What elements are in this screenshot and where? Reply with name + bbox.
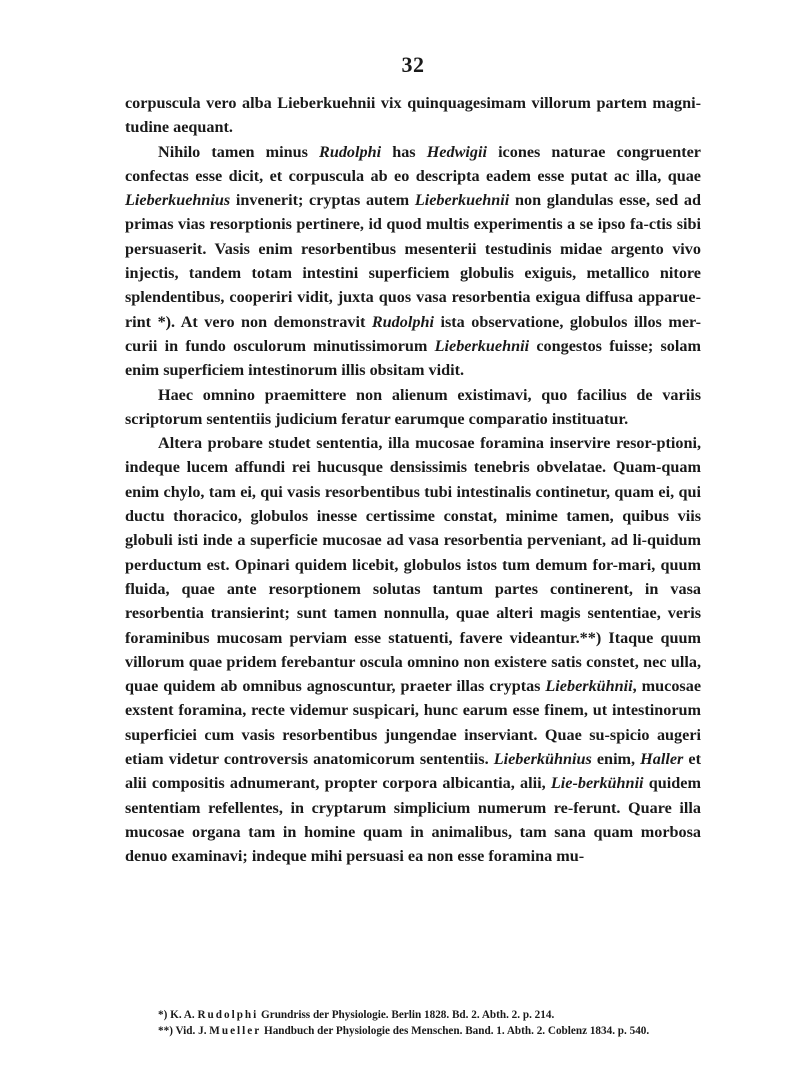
paragraph-4 <box>125 431 701 868</box>
text-run: Grundriss der Physiologie. Berlin 1828. Bd. 2. Abth. 2. p. 214. <box>258 1009 555 1021</box>
paragraph-3 <box>125 383 701 432</box>
page-number: 32 <box>401 52 425 77</box>
text-run: Handbuch der Physiologie des Menschen. Band. 1. Abth. 2. Coblenz 1834. p. 540. <box>261 1024 650 1037</box>
italic-name: Rudolphi <box>371 312 434 331</box>
text-run: Haec omnino praemittere non alienum existimavi, quo facilius de variis scriptorum sententiis judicium feratur earumque comparatio instituatur. <box>125 385 701 428</box>
text-run: Altera probare studet sententia, illa mucosae foramina inservire resor-ptioni, indeque lucem affundi rei hucusque densissimis tenebris obvelatae. Quam-quam enim chylo, tam ei, qui vasis resorbentibus tubi intestinalis continetur, quam ei, qui ductu thoracico, globulos inesse certissime constat, minime tamen, quibus viis globuli isti inde a superficie mucosae ad vasa resorbentia perveniant, ad li-quidum perductum est. Opinari quidem licebit, globulos istos tum demum for-mari, quum fluida, quae ante resorptionem solutas tantum partes continerent, in vasa resorbentia transierint; sunt tamen nonnulla, quae alteri magis sententiae, veris foraminibus mucosam perviam esse statuenti, favere videantur.**) Itaque quum villorum quae pridem ferebantur oscula omnino non existere satis constet, nec ulla, quae quidem ab omnibus agnoscuntur, praeter illas cryptas <box>125 434 701 696</box>
text-run: corpuscula vero alba Lieberkuehnii vix quinquagesimam villorum partem magni-tudine aequant. <box>125 94 701 137</box>
paragraph-1 <box>125 91 701 140</box>
spaced-name: Mueller <box>209 1024 262 1037</box>
text-run: *) K. A. <box>158 1009 198 1021</box>
italic-name: Haller <box>640 750 684 769</box>
italic-name: Lieberkühnius <box>493 750 592 769</box>
text-run: non glandulas esse, sed ad primas vias resorptionis pertinere, id quod multis experimentis a se ipso fa-ctis sibi persuaserit. Vasis enim resorbentibus mesenterii testudinis midae argento vivo injectis, tandem totam intestini superficiem globulis exiguis, metallico nitore splendentibus, cooperiri vidit, juxta quos vasa resorbentia exigua diffusa apparue-rint *). At vero non demonstravit <box>125 191 701 331</box>
text-run: congestos fuisse; solam enim superficiem intestinorum illis obsitam vidit. <box>125 336 701 380</box>
italic-name: Lieberkuehnius <box>125 191 231 210</box>
italic-name: Rudolphi <box>319 142 382 161</box>
footnote-2 <box>125 1024 701 1040</box>
text-run: Nihilo tamen minus <box>158 142 320 161</box>
text-run: , mucosae exstent foramina, recte videmur suspicari, hunc earum esse finem, ut intestinorum superficiei cum vasis resorbentibus jungendae inserviant. Quae su-spicio augeri etiam videtur controversis anatomicorum sententiis. <box>125 677 701 769</box>
body-text <box>125 91 701 869</box>
text-run: invenerit; cryptas autem <box>230 191 415 210</box>
text-run: et alii compositis adnumerant, propter corpora albicantia, alii, <box>125 750 701 793</box>
text-run: **) Vid. J. <box>158 1024 210 1037</box>
text-run: has <box>381 142 427 161</box>
footnotes <box>125 1008 701 1039</box>
italic-name: Lieberkuehnii <box>414 191 510 210</box>
italic-name: Lieberkuehnii <box>434 336 530 355</box>
footnote-1 <box>125 1008 701 1024</box>
text-run: enim, <box>591 750 641 769</box>
italic-name: Lieberkühnii <box>545 677 633 696</box>
spaced-name: Rudolphi <box>197 1009 259 1021</box>
paragraph-2 <box>125 140 701 383</box>
italic-name: Lie-berkühnii <box>550 774 644 793</box>
italic-name: Hedwigii <box>426 142 487 161</box>
text-run: quidem sententiam refellentes, in cryptarum simplicium numerum re-ferunt. Quare illa mucosae organa tam in homine quam in animalibus, tam sana quam morbosa denuo examinavi; indeque mihi persuasi ea non esse foramina mu- <box>125 774 701 866</box>
text-run: ista observatione, globulos illos mer-curii in fundo osculorum minutissimorum <box>125 312 701 355</box>
text-run: icones naturae congruenter confectas esse dicit, et corpuscula ab eo descripta eadem esse putat ac illa, quae <box>125 142 701 185</box>
document-page <box>125 0 701 1090</box>
